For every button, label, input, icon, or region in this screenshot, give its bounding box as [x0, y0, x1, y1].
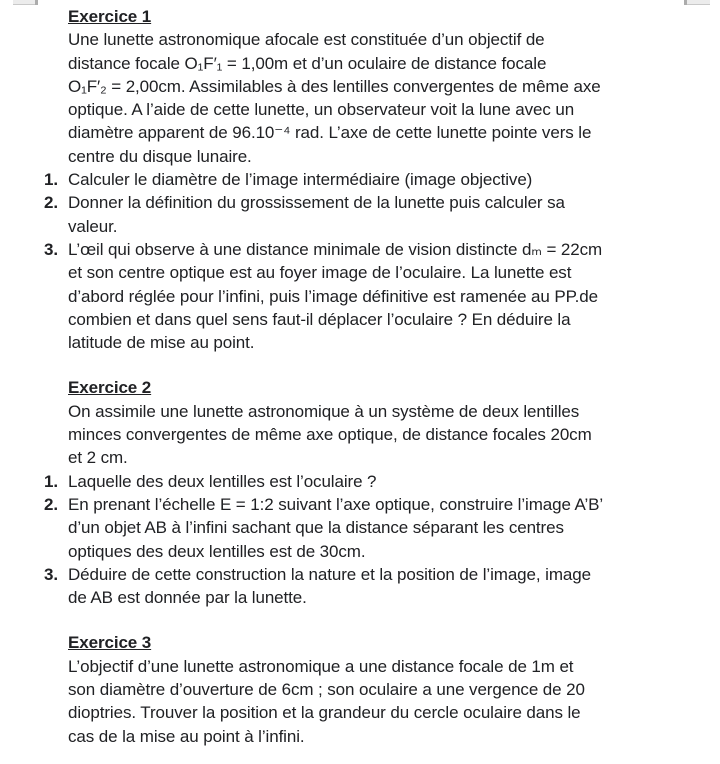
paragraph-line: et 2 cm.: [68, 448, 128, 468]
list-item-line: Donner la définition du grossissement de la lunette puis calculer sa: [68, 193, 565, 213]
paragraph-line: O₁F′₂ = 2,00cm. Assimilables à des lentilles convergentes de même axe: [68, 76, 601, 96]
exercise-3-section: [0, 631, 720, 747]
exercise-2-section: [0, 376, 720, 609]
list-item-text: [68, 238, 602, 354]
list-item: [0, 238, 720, 354]
exercise-2-heading: Exercice 2: [68, 378, 152, 398]
list-item-number: 3.: [44, 564, 58, 584]
list-item-line: optiques des deux lentilles est de 30cm.: [68, 541, 366, 561]
list-item-line: de AB est donnée par la lunette.: [68, 588, 307, 608]
list-item: [0, 470, 720, 493]
paragraph-line: optique. A l’aide de cette lunette, un observateur voit la lune avec un: [68, 100, 575, 120]
list-item-number: 2.: [44, 193, 58, 213]
paragraph-line: dioptries. Trouver la position et la grandeur du cercle oculaire dans le: [68, 703, 581, 723]
list-item: [0, 191, 720, 238]
list-item-line: combien et dans quel sens faut-il déplacer l’oculaire ? En déduire la: [68, 309, 571, 329]
paragraph-line: On assimile une lunette astronomique à un système de deux lentilles: [68, 401, 580, 421]
list-item-line: L’œil qui observe à une distance minimale de vision distincte dₘ = 22cm: [68, 239, 603, 259]
list-item-line: Déduire de cette construction la nature et la position de l’image, image: [68, 564, 591, 584]
list-item-line: valeur.: [68, 216, 118, 236]
paragraph-line: son diamètre d’ouverture de 6cm ; son oculaire a une vergence de 20: [68, 680, 585, 700]
list-item-line: latitude de mise au point.: [68, 333, 255, 353]
list-item-line: Calculer le diamètre de l’image intermédiaire (image objective): [68, 170, 533, 190]
exercise-1-heading: Exercice 1: [68, 7, 152, 26]
paragraph-line: Une lunette astronomique afocale est constituée d’un objectif de: [68, 30, 545, 50]
list-item-line: et son centre optique est au foyer image de l’oculaire. La lunette est: [68, 263, 572, 283]
paragraph-line: centre du disque lunaire.: [68, 146, 252, 166]
list-item-text: [68, 470, 376, 493]
list-item-text: [68, 191, 565, 238]
list-item-number: 1.: [44, 170, 58, 190]
paragraph-line: diamètre apparent de 96.10⁻⁴ rad. L’axe de cette lunette pointe vers le: [68, 123, 592, 143]
list-item: [0, 168, 720, 191]
list-item: [0, 563, 720, 610]
list-item-text: [68, 168, 532, 191]
cutoff-ui-fragment-right: [686, 0, 710, 5]
paragraph-line: cas de la mise au point à l’infini.: [68, 726, 305, 746]
list-item-number: 1.: [44, 471, 58, 491]
list-item-line: d’un objet AB à l’infini sachant que la distance séparant les centres: [68, 518, 564, 538]
list-item: [0, 493, 720, 563]
exercise-3-heading: Exercice 3: [68, 633, 152, 653]
list-item-line: Laquelle des deux lentilles est l’oculaire ?: [68, 471, 377, 491]
list-item-line: d’abord réglée pour l’infini, puis l’image définitive est ramenée au PP.de: [68, 286, 599, 306]
list-item-text: [68, 563, 591, 610]
paragraph-line: distance focale O₁F′₁ = 1,00m et d’un oculaire de distance focale: [68, 53, 547, 73]
cutoff-ui-fragment-left: [13, 0, 36, 5]
paragraph-line: L’objectif d’une lunette astronomique a une distance focale de 1m et: [68, 656, 574, 676]
list-item-text: [68, 493, 603, 563]
exercise-1-section: [0, 5, 720, 354]
list-item-number: 3.: [44, 239, 58, 259]
list-item-number: 2.: [44, 494, 58, 514]
list-item-line: En prenant l’échelle E = 1:2 suivant l’axe optique, construire l’image A’B’: [68, 494, 604, 514]
paragraph-line: minces convergentes de même axe optique, de distance focales 20cm: [68, 425, 592, 445]
